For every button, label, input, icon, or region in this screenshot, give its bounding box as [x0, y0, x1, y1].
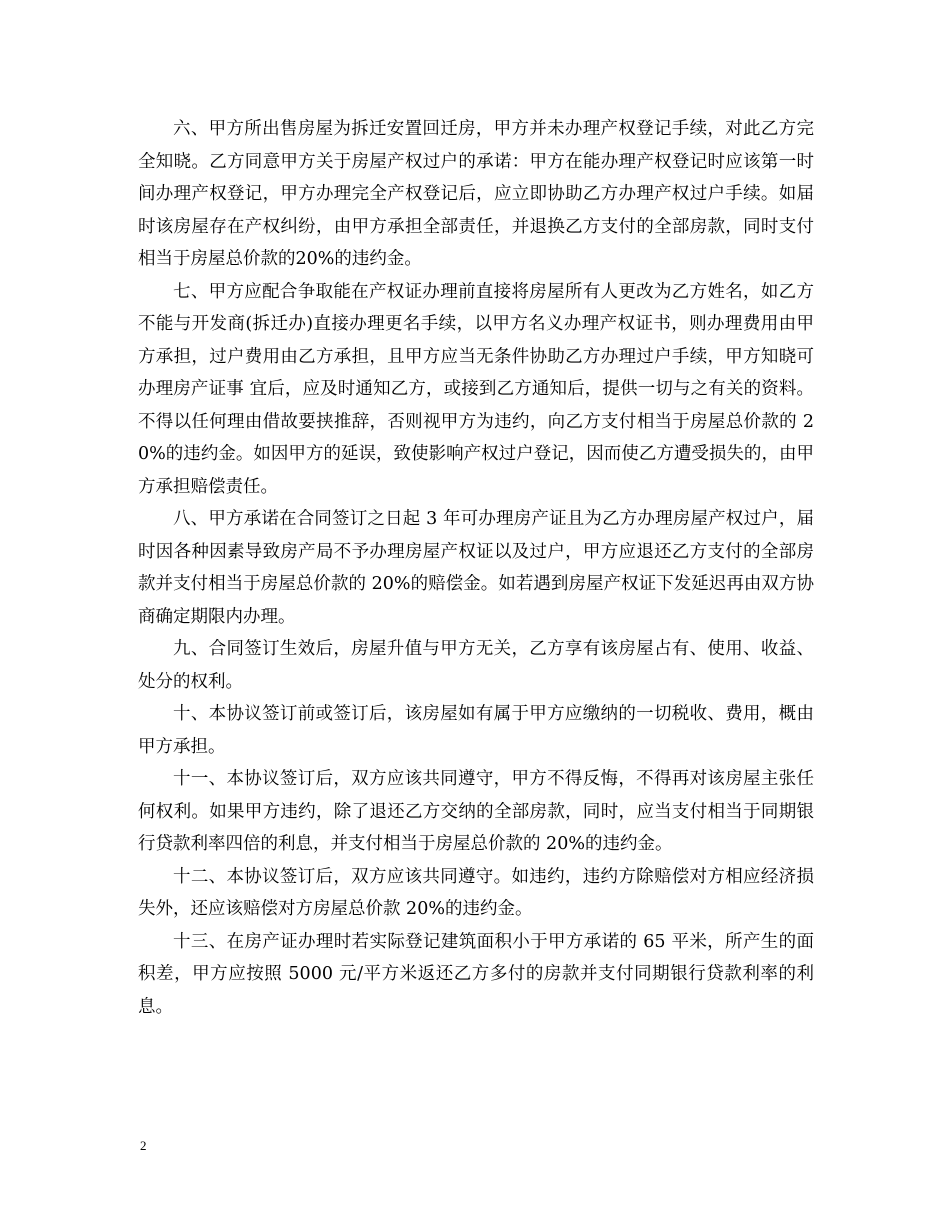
clause-11-paragraph: 十一、本协议签订后，双方应该共同遵守，甲方不得反悔，不得再对该房屋主张任何权利。如果甲方违约，除了退还乙方交纳的全部房款，同时，应当支付相当于同期银行贷款利率四倍的利息，并支付相当于房屋总价款的 20%的违约金。	[138, 769, 814, 854]
clause-12-paragraph: 十二、本协议签订后，双方应该共同遵守。如违约，违约方除赔偿对方相应经济损失外，还应该赔偿对方房屋总价款 20%的违约金。	[138, 866, 814, 919]
clause-10-paragraph: 十、本协议签订前或签订后，该房屋如有属于甲方应缴纳的一切税收、费用，概由甲方承担。	[138, 704, 814, 757]
clause-13-paragraph: 十三、在房产证办理时若实际登记建筑面积小于甲方承诺的 65 平米，所产生的面积差，甲方应按照 5000 元/平方米返还乙方多付的房款并支付同期银行贷款利率的利息。	[138, 931, 814, 1017]
clause-9-paragraph: 九、合同签订生效后，房屋升值与甲方无关，乙方享有该房屋占有、使用、收益、处分的权利。	[138, 639, 814, 692]
page-number: 2	[140, 1138, 147, 1153]
document-body	[138, 113, 814, 1023]
clause-7-paragraph: 七、甲方应配合争取能在产权证办理前直接将房屋所有人更改为乙方姓名，如乙方不能与开发商(拆迁办)直接办理更名手续，以甲方名义办理产权证书，则办理费用由甲方承担，过户费用由乙方承担，且甲方应当无条件协助乙方办理过户手续，甲方知晓可办理房产证事 宜后，应及时通知乙方，或接到乙方通知后，提供一切与之有关的资料。不得以任何理由借故要挟推辞，否则视甲方为违约，向乙方支付相当于房屋总价款的 20%的违约金。如因甲方的延误，致使影响产权过户登记，因而使乙方遭受损失的，由甲方承担赔偿责任。	[138, 281, 814, 497]
clause-8-paragraph: 八、甲方承诺在合同签订之日起 3 年可办理房产证且为乙方办理房屋产权过户，届时因各种因素导致房产局不予办理房屋产权证以及过户，甲方应退还乙方支付的全部房款并支付相当于房屋总价款的 20%的赔偿金。如若遇到房屋产权证下发延迟再由双方协商确定期限内办理。	[138, 509, 814, 627]
clause-6-paragraph: 六、甲方所出售房屋为拆迁安置回迁房，甲方并未办理产权登记手续，对此乙方完全知晓。乙方同意甲方关于房屋产权过户的承诺：甲方在能办理产权登记时应该第一时间办理产权登记，甲方办理完全产权登记后，应立即协助乙方办理产权过户手续。如届时该房屋存在产权纠纷，由甲方承担全部责任，并退换乙方支付的全部房款，同时支付相当于房屋总价款的20%的违约金。	[138, 119, 814, 269]
